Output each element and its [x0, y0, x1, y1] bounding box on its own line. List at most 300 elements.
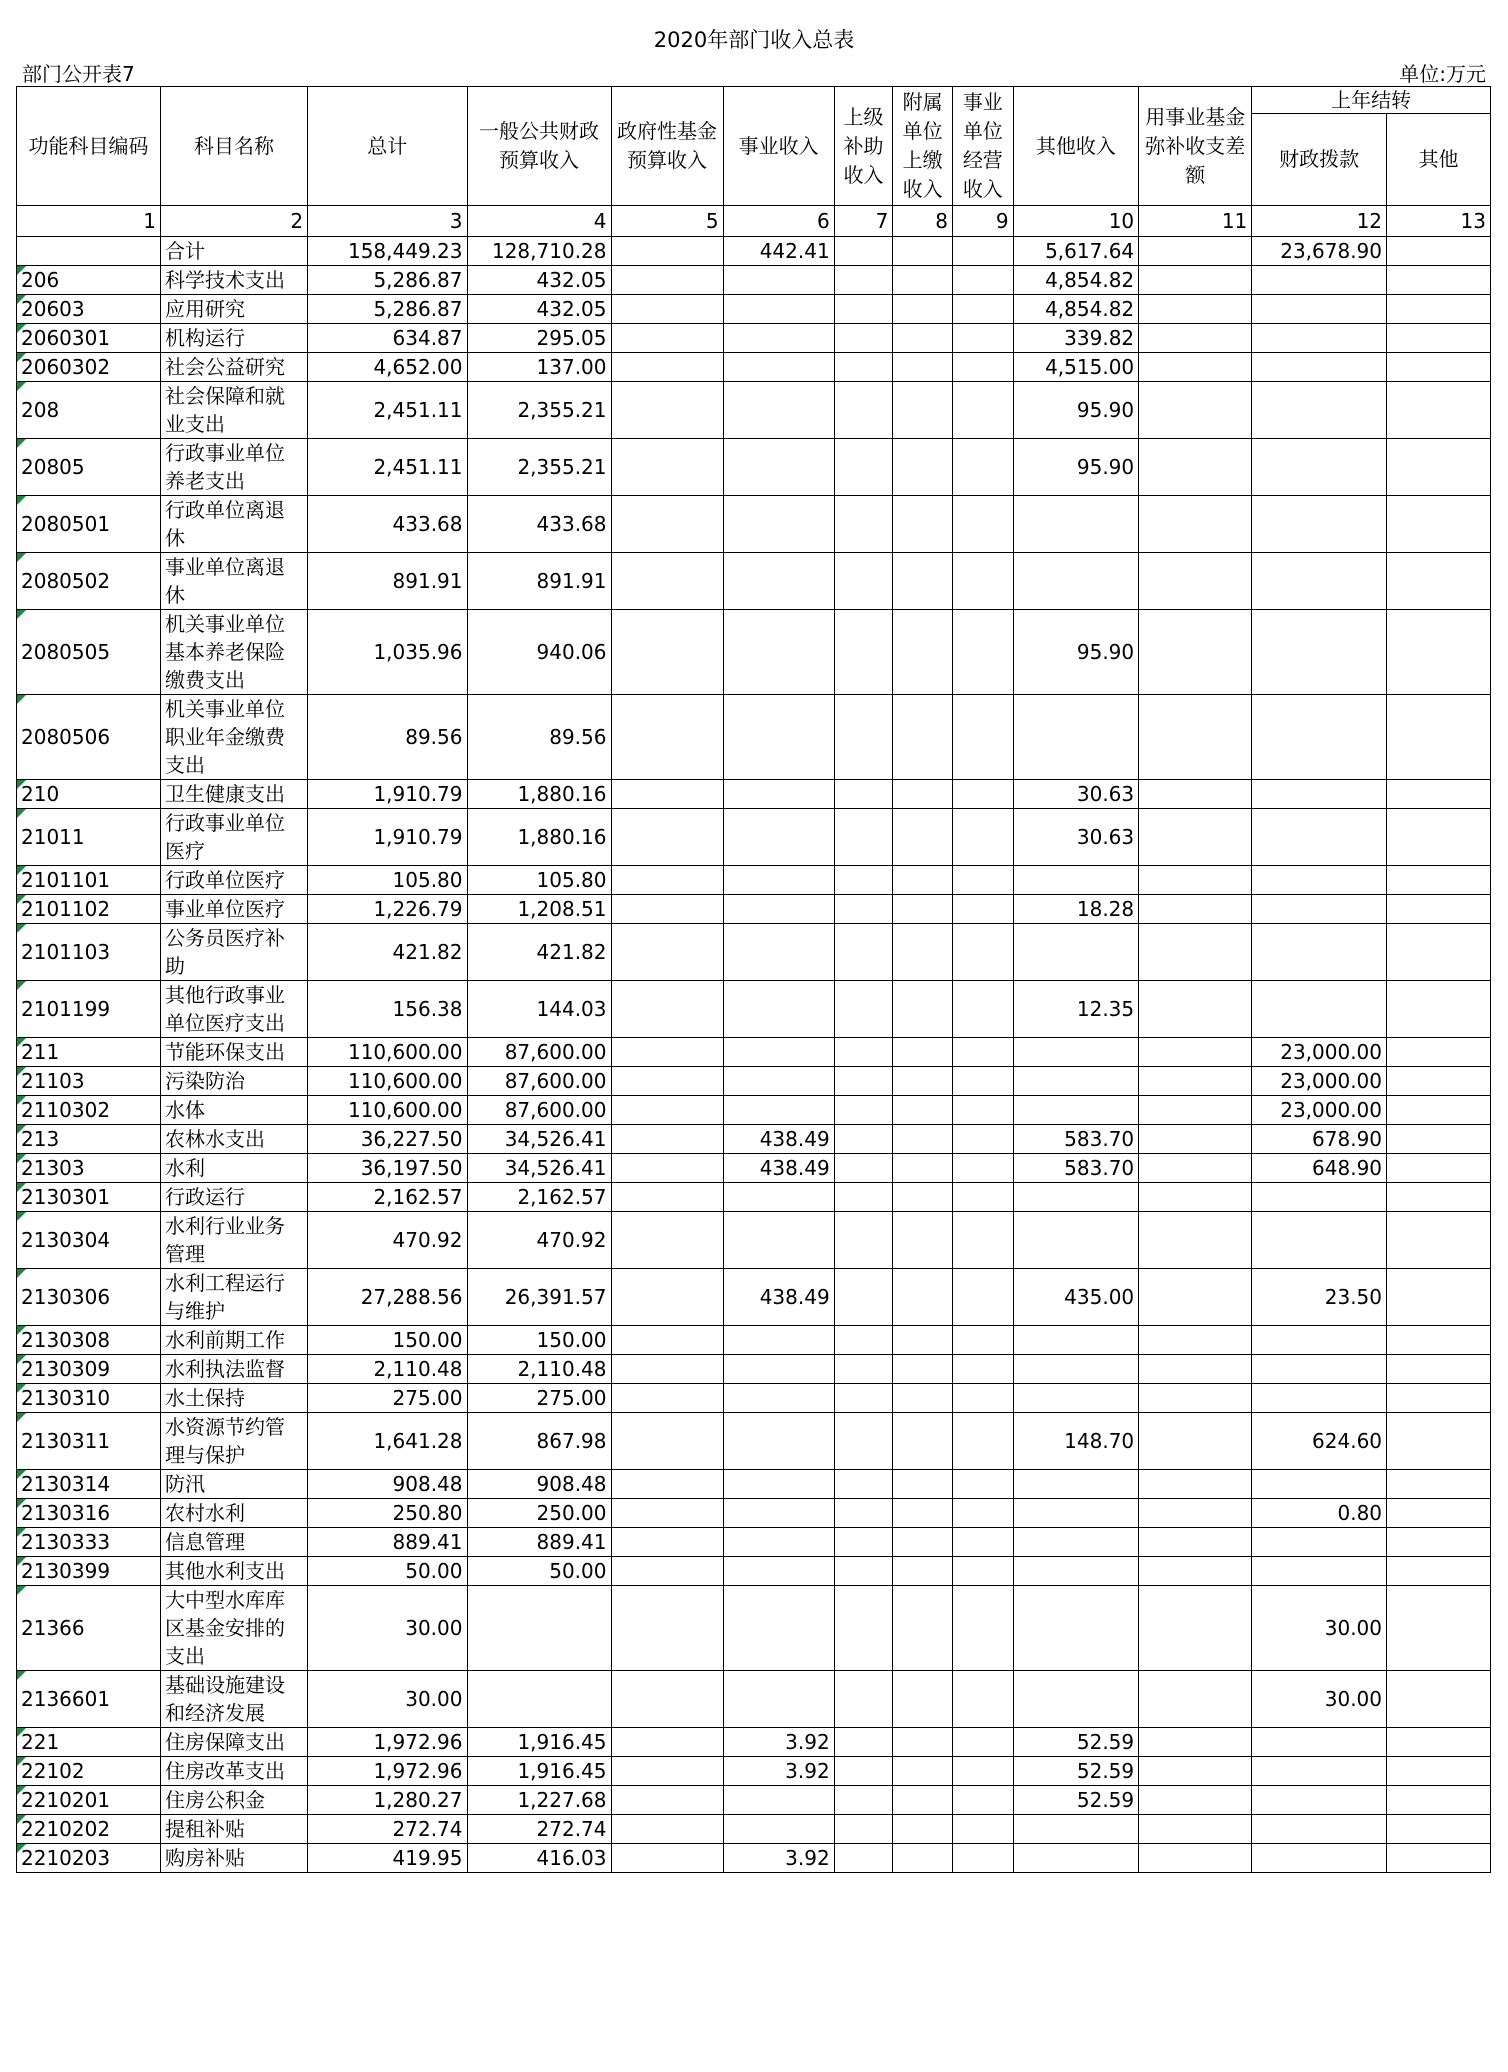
- value-cell: [723, 1212, 834, 1269]
- value-cell: [1387, 266, 1491, 295]
- value-cell: 4,652.00: [308, 353, 467, 382]
- value-cell: [1387, 924, 1491, 981]
- table-row: [17, 866, 1491, 895]
- value-cell: [1013, 924, 1138, 981]
- value-cell: [1139, 695, 1252, 780]
- value-cell: [1387, 809, 1491, 866]
- value-cell: [1387, 324, 1491, 353]
- value-cell: [1139, 780, 1252, 809]
- value-cell: [611, 1815, 723, 1844]
- name-cell: 社会保障和就业支出: [161, 382, 308, 439]
- value-cell: 272.74: [467, 1815, 611, 1844]
- value-cell: [1139, 1528, 1252, 1557]
- value-cell: [893, 1096, 953, 1125]
- table-row: [17, 1326, 1491, 1355]
- value-cell: 432.05: [467, 295, 611, 324]
- code-cell: 2130310: [17, 1384, 161, 1413]
- value-cell: 908.48: [467, 1470, 611, 1499]
- value-cell: 137.00: [467, 353, 611, 382]
- value-cell: [611, 353, 723, 382]
- value-cell: [834, 695, 893, 780]
- code-cell: 2130316: [17, 1499, 161, 1528]
- value-cell: [893, 1499, 953, 1528]
- value-cell: [1252, 1326, 1387, 1355]
- value-cell: [893, 1757, 953, 1786]
- name-cell: 水体: [161, 1096, 308, 1125]
- name-cell: 机关事业单位职业年金缴费支出: [161, 695, 308, 780]
- value-cell: [723, 1067, 834, 1096]
- value-cell: [723, 981, 834, 1038]
- value-cell: [952, 1499, 1013, 1528]
- name-cell: 行政事业单位养老支出: [161, 439, 308, 496]
- header-other-income: 其他收入: [1013, 87, 1138, 206]
- value-cell: [893, 353, 953, 382]
- value-cell: [1013, 1470, 1138, 1499]
- value-cell: [893, 496, 953, 553]
- value-cell: [893, 1586, 953, 1671]
- value-cell: 1,910.79: [308, 809, 467, 866]
- value-cell: [834, 266, 893, 295]
- value-cell: [893, 1125, 953, 1154]
- value-cell: [893, 695, 953, 780]
- code-cell: 2101101: [17, 866, 161, 895]
- value-cell: 624.60: [1252, 1413, 1387, 1470]
- value-cell: [1139, 1154, 1252, 1183]
- value-cell: [893, 1355, 953, 1384]
- value-cell: [893, 1269, 953, 1326]
- table-row: [17, 353, 1491, 382]
- code-cell: 20805: [17, 439, 161, 496]
- value-cell: [611, 237, 723, 266]
- value-cell: [611, 981, 723, 1038]
- value-cell: 105.80: [308, 866, 467, 895]
- value-cell: [611, 924, 723, 981]
- value-cell: [1252, 553, 1387, 610]
- code-cell: 2130399: [17, 1557, 161, 1586]
- value-cell: [952, 866, 1013, 895]
- column-index-cell: 10: [1013, 206, 1138, 237]
- name-cell: 购房补贴: [161, 1844, 308, 1873]
- value-cell: 1,916.45: [467, 1757, 611, 1786]
- value-cell: 250.00: [467, 1499, 611, 1528]
- value-cell: [1139, 1757, 1252, 1786]
- column-index-cell: 7: [834, 206, 893, 237]
- value-cell: 87,600.00: [467, 1038, 611, 1067]
- table-row: [17, 1786, 1491, 1815]
- code-cell: 2101199: [17, 981, 161, 1038]
- value-cell: [1252, 610, 1387, 695]
- name-cell: 住房保障支出: [161, 1728, 308, 1757]
- name-cell: 住房公积金: [161, 1786, 308, 1815]
- value-cell: [1013, 1384, 1138, 1413]
- value-cell: [1013, 1096, 1138, 1125]
- code-cell: 2060301: [17, 324, 161, 353]
- value-cell: [1139, 981, 1252, 1038]
- value-cell: [952, 1355, 1013, 1384]
- table-row: [17, 1844, 1491, 1873]
- value-cell: [1139, 266, 1252, 295]
- value-cell: [952, 1671, 1013, 1728]
- value-cell: [1139, 439, 1252, 496]
- code-cell: 2080502: [17, 553, 161, 610]
- value-cell: [834, 324, 893, 353]
- value-cell: [1252, 780, 1387, 809]
- name-cell: 行政单位医疗: [161, 866, 308, 895]
- value-cell: 30.63: [1013, 780, 1138, 809]
- value-cell: [1139, 1384, 1252, 1413]
- name-cell: 事业单位医疗: [161, 895, 308, 924]
- column-index-cell: 2: [161, 206, 308, 237]
- value-cell: [952, 1815, 1013, 1844]
- value-cell: [834, 1326, 893, 1355]
- value-cell: [952, 1269, 1013, 1326]
- value-cell: [893, 1815, 953, 1844]
- header-total: 总计: [308, 87, 467, 206]
- value-cell: [1139, 1038, 1252, 1067]
- code-cell: 2110302: [17, 1096, 161, 1125]
- value-cell: 95.90: [1013, 439, 1138, 496]
- value-cell: [1013, 866, 1138, 895]
- value-cell: [1139, 1470, 1252, 1499]
- value-cell: 158,449.23: [308, 237, 467, 266]
- value-cell: [952, 1326, 1013, 1355]
- value-cell: [1252, 1844, 1387, 1873]
- code-cell: 21011: [17, 809, 161, 866]
- value-cell: [611, 1557, 723, 1586]
- value-cell: [834, 809, 893, 866]
- value-cell: 87,600.00: [467, 1096, 611, 1125]
- value-cell: [723, 1499, 834, 1528]
- value-cell: 438.49: [723, 1154, 834, 1183]
- value-cell: 275.00: [467, 1384, 611, 1413]
- value-cell: [834, 924, 893, 981]
- value-cell: 36,227.50: [308, 1125, 467, 1154]
- name-cell: 水利前期工作: [161, 1326, 308, 1355]
- value-cell: [834, 895, 893, 924]
- value-cell: [952, 382, 1013, 439]
- header-code: 功能科目编码: [17, 87, 161, 206]
- header-carryover-other: 其他: [1387, 114, 1491, 206]
- value-cell: [952, 1413, 1013, 1470]
- value-cell: [952, 1384, 1013, 1413]
- value-cell: [1387, 695, 1491, 780]
- table-row: [17, 1067, 1491, 1096]
- value-cell: [611, 1499, 723, 1528]
- code-cell: 2060302: [17, 353, 161, 382]
- code-cell: 2101103: [17, 924, 161, 981]
- value-cell: [1013, 1067, 1138, 1096]
- value-cell: [1139, 1326, 1252, 1355]
- value-cell: [1387, 1269, 1491, 1326]
- value-cell: [1139, 1096, 1252, 1125]
- value-cell: [1252, 895, 1387, 924]
- value-cell: [1139, 809, 1252, 866]
- value-cell: [1252, 1786, 1387, 1815]
- value-cell: [1387, 1413, 1491, 1470]
- value-cell: [893, 1038, 953, 1067]
- value-cell: [1139, 1355, 1252, 1384]
- value-cell: [1387, 1528, 1491, 1557]
- value-cell: [834, 866, 893, 895]
- table-row: [17, 496, 1491, 553]
- value-cell: [834, 1470, 893, 1499]
- value-cell: [1252, 1557, 1387, 1586]
- value-cell: [1387, 1844, 1491, 1873]
- value-cell: [1139, 1125, 1252, 1154]
- value-cell: [611, 1326, 723, 1355]
- value-cell: 470.92: [467, 1212, 611, 1269]
- table-row: [17, 780, 1491, 809]
- value-cell: [611, 266, 723, 295]
- value-cell: 583.70: [1013, 1125, 1138, 1154]
- code-cell: 208: [17, 382, 161, 439]
- value-cell: [952, 1470, 1013, 1499]
- column-index-cell: 13: [1387, 206, 1491, 237]
- value-cell: [723, 353, 834, 382]
- value-cell: [1139, 1499, 1252, 1528]
- value-cell: [1013, 1326, 1138, 1355]
- code-cell: 2130333: [17, 1528, 161, 1557]
- value-cell: [1139, 1183, 1252, 1212]
- value-cell: 435.00: [1013, 1269, 1138, 1326]
- code-cell: 2130304: [17, 1212, 161, 1269]
- value-cell: [1013, 1844, 1138, 1873]
- value-cell: [1252, 295, 1387, 324]
- header-affiliated-income: 附属单位上缴收入: [893, 87, 953, 206]
- value-cell: [1139, 496, 1252, 553]
- value-cell: 2,110.48: [467, 1355, 611, 1384]
- value-cell: 1,910.79: [308, 780, 467, 809]
- value-cell: [952, 1125, 1013, 1154]
- value-cell: [1387, 1355, 1491, 1384]
- value-cell: [723, 1671, 834, 1728]
- value-cell: [1387, 553, 1491, 610]
- value-cell: 442.41: [723, 237, 834, 266]
- income-summary-table: [16, 86, 1491, 1873]
- value-cell: 18.28: [1013, 895, 1138, 924]
- value-cell: [1387, 1183, 1491, 1212]
- value-cell: [834, 1125, 893, 1154]
- value-cell: [1387, 1125, 1491, 1154]
- code-cell: 2130309: [17, 1355, 161, 1384]
- value-cell: [834, 1757, 893, 1786]
- value-cell: [893, 1470, 953, 1499]
- column-index-cell: 4: [467, 206, 611, 237]
- value-cell: [893, 981, 953, 1038]
- value-cell: [952, 809, 1013, 866]
- value-cell: [834, 981, 893, 1038]
- value-cell: [952, 780, 1013, 809]
- value-cell: [952, 324, 1013, 353]
- value-cell: [611, 1384, 723, 1413]
- value-cell: [1387, 1499, 1491, 1528]
- header-fund-budget: 政府性基金预算收入: [611, 87, 723, 206]
- value-cell: 433.68: [467, 496, 611, 553]
- value-cell: 52.59: [1013, 1757, 1138, 1786]
- value-cell: [1013, 1815, 1138, 1844]
- table-row: [17, 553, 1491, 610]
- table-row: [17, 439, 1491, 496]
- value-cell: [1139, 237, 1252, 266]
- name-cell: 行政单位离退休: [161, 496, 308, 553]
- value-cell: [611, 496, 723, 553]
- value-cell: [1139, 1586, 1252, 1671]
- table-row: [17, 610, 1491, 695]
- value-cell: [1387, 780, 1491, 809]
- value-cell: 148.70: [1013, 1413, 1138, 1470]
- value-cell: [723, 809, 834, 866]
- value-cell: 4,854.82: [1013, 266, 1138, 295]
- value-cell: [834, 1067, 893, 1096]
- value-cell: 432.05: [467, 266, 611, 295]
- name-cell: 提租补贴: [161, 1815, 308, 1844]
- document-title: 2020年部门收入总表: [653, 28, 855, 52]
- value-cell: [893, 1671, 953, 1728]
- value-cell: [893, 780, 953, 809]
- value-cell: [893, 1413, 953, 1470]
- value-cell: [1139, 553, 1252, 610]
- value-cell: 23.50: [1252, 1269, 1387, 1326]
- value-cell: [834, 382, 893, 439]
- value-cell: 889.41: [467, 1528, 611, 1557]
- value-cell: [1387, 895, 1491, 924]
- value-cell: 295.05: [467, 324, 611, 353]
- column-index-cell: 11: [1139, 206, 1252, 237]
- value-cell: 940.06: [467, 610, 611, 695]
- value-cell: [1387, 237, 1491, 266]
- value-cell: [611, 1728, 723, 1757]
- value-cell: 438.49: [723, 1125, 834, 1154]
- value-cell: [1387, 1586, 1491, 1671]
- code-cell: 2210202: [17, 1815, 161, 1844]
- value-cell: 1,280.27: [308, 1786, 467, 1815]
- value-cell: [723, 1470, 834, 1499]
- value-cell: [1252, 1384, 1387, 1413]
- column-index-cell: 3: [308, 206, 467, 237]
- value-cell: [952, 1154, 1013, 1183]
- header-name: 科目名称: [161, 87, 308, 206]
- value-cell: [1013, 1212, 1138, 1269]
- value-cell: [1013, 1038, 1138, 1067]
- value-cell: 908.48: [308, 1470, 467, 1499]
- value-cell: 4,854.82: [1013, 295, 1138, 324]
- column-index-row: [17, 206, 1491, 237]
- value-cell: [723, 295, 834, 324]
- value-cell: [1252, 981, 1387, 1038]
- value-cell: [834, 1154, 893, 1183]
- value-cell: [723, 1413, 834, 1470]
- value-cell: [893, 1786, 953, 1815]
- value-cell: [1252, 924, 1387, 981]
- value-cell: 421.82: [467, 924, 611, 981]
- value-cell: [723, 695, 834, 780]
- value-cell: [1139, 324, 1252, 353]
- value-cell: [834, 1844, 893, 1873]
- value-cell: [723, 1096, 834, 1125]
- value-cell: 3.92: [723, 1844, 834, 1873]
- value-cell: 23,678.90: [1252, 237, 1387, 266]
- value-cell: 95.90: [1013, 610, 1138, 695]
- table-row: [17, 1757, 1491, 1786]
- value-cell: [611, 1154, 723, 1183]
- value-cell: [611, 1269, 723, 1326]
- code-cell: 2130301: [17, 1183, 161, 1212]
- value-cell: 26,391.57: [467, 1269, 611, 1326]
- value-cell: [1252, 496, 1387, 553]
- value-cell: 5,286.87: [308, 295, 467, 324]
- value-cell: 89.56: [467, 695, 611, 780]
- value-cell: 433.68: [308, 496, 467, 553]
- value-cell: [1139, 924, 1252, 981]
- table-row: [17, 1557, 1491, 1586]
- value-cell: [1387, 439, 1491, 496]
- value-cell: 30.63: [1013, 809, 1138, 866]
- value-cell: [893, 295, 953, 324]
- value-cell: [952, 1844, 1013, 1873]
- value-cell: [952, 1786, 1013, 1815]
- value-cell: 34,526.41: [467, 1125, 611, 1154]
- header-business-income: 事业收入: [723, 87, 834, 206]
- value-cell: [723, 1786, 834, 1815]
- value-cell: 1,972.96: [308, 1757, 467, 1786]
- value-cell: [834, 1183, 893, 1212]
- code-cell: 2130306: [17, 1269, 161, 1326]
- value-cell: [611, 1355, 723, 1384]
- value-cell: [1139, 866, 1252, 895]
- name-cell: 信息管理: [161, 1528, 308, 1557]
- table-row: [17, 1586, 1491, 1671]
- column-index-cell: 8: [893, 206, 953, 237]
- value-cell: [1252, 266, 1387, 295]
- code-cell: 20603: [17, 295, 161, 324]
- value-cell: 678.90: [1252, 1125, 1387, 1154]
- value-cell: 30.00: [308, 1586, 467, 1671]
- value-cell: 648.90: [1252, 1154, 1387, 1183]
- value-cell: [834, 237, 893, 266]
- value-cell: [834, 1096, 893, 1125]
- table-row: [17, 237, 1491, 266]
- value-cell: [893, 382, 953, 439]
- value-cell: [611, 866, 723, 895]
- value-cell: [611, 780, 723, 809]
- value-cell: [1252, 1528, 1387, 1557]
- table-row: [17, 1183, 1491, 1212]
- code-cell: 2130308: [17, 1326, 161, 1355]
- value-cell: [834, 780, 893, 809]
- header-carryover: 上年结转: [1252, 87, 1491, 114]
- name-cell: 水利执法监督: [161, 1355, 308, 1384]
- value-cell: 3.92: [723, 1728, 834, 1757]
- value-cell: [952, 610, 1013, 695]
- value-cell: [893, 439, 953, 496]
- value-cell: [723, 382, 834, 439]
- value-cell: 30.00: [1252, 1671, 1387, 1728]
- table-row: [17, 981, 1491, 1038]
- value-cell: 470.92: [308, 1212, 467, 1269]
- value-cell: [834, 1269, 893, 1326]
- value-cell: [834, 1355, 893, 1384]
- value-cell: 23,000.00: [1252, 1038, 1387, 1067]
- value-cell: [834, 1786, 893, 1815]
- value-cell: [723, 924, 834, 981]
- header-carryover-fiscal: 财政拨款: [1252, 114, 1387, 206]
- value-cell: [611, 1038, 723, 1067]
- value-cell: 1,880.16: [467, 780, 611, 809]
- name-cell: 节能环保支出: [161, 1038, 308, 1067]
- value-cell: 150.00: [467, 1326, 611, 1355]
- code-cell: 21303: [17, 1154, 161, 1183]
- value-cell: [1139, 1671, 1252, 1728]
